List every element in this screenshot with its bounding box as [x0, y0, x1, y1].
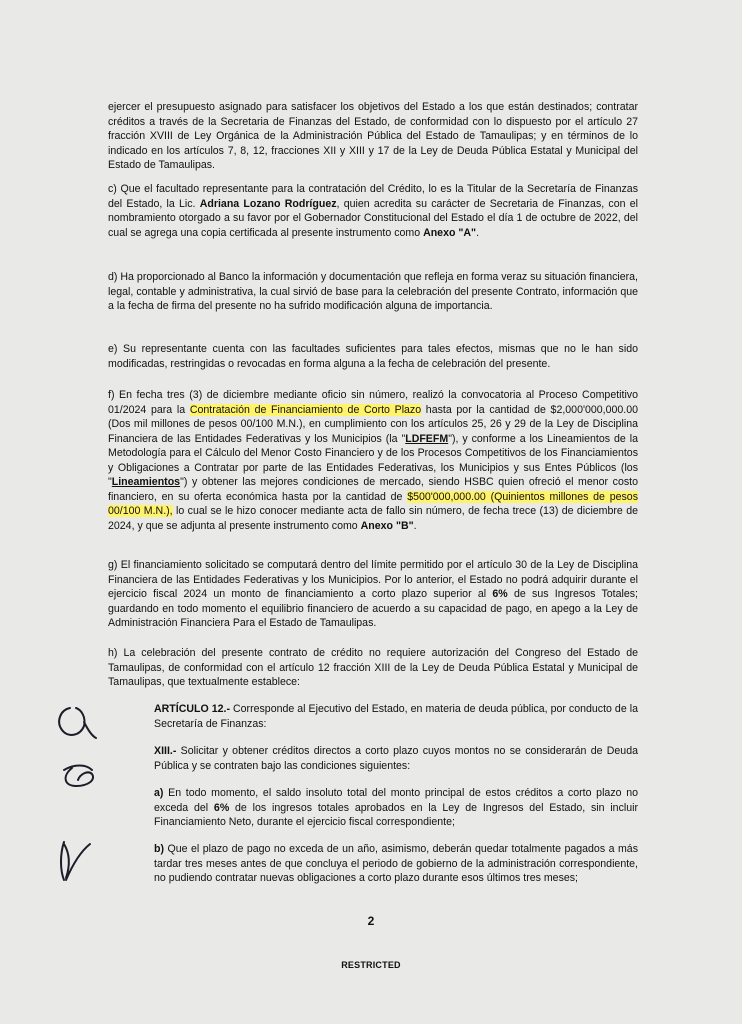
- annex-b-reference: Anexo "B": [360, 519, 414, 532]
- highlight-offer-amount: $500'000,000.00 (Quinientos millones de pesos 00/100 M.N.),: [108, 490, 638, 517]
- limit-percentage: 6%: [492, 588, 508, 600]
- article-12-text: Corresponde al Ejecutivo del Estado, en materia de deuda pública, por conducto de la Secretaría de Finanzas:: [154, 703, 638, 730]
- clause-e-text: e) Su representante cuenta con las facultades suficientes para tales efectos, mismas que no le han sido modificadas, restringidas o revocadas en forma alguna a la fecha de celebración del presente.: [108, 343, 638, 370]
- clause-c-text: c) Que el facultado representante para la contratación del Crédito, lo es la Titular de la Secretaría de Finanzas del Estado, la Lic.: [108, 183, 638, 210]
- subsection-b-label: b): [154, 843, 164, 855]
- ldfefm-term: LDFEFM: [405, 432, 449, 445]
- clause-f-text: f) En fecha tres (3) de diciembre mediante oficio sin número, realizó la convocatoria al Proceso Competitivo 01/2024 para la: [108, 389, 638, 416]
- subsection-a-label: a): [154, 787, 164, 799]
- initial-mark-2: [64, 766, 93, 787]
- representative-name: Adriana Lozano Rodríguez: [199, 197, 337, 210]
- clause-f-end: .: [413, 519, 417, 532]
- initial-mark-1: [59, 708, 96, 738]
- clause-f-text-5: lo cual se le hizo conocer mediante acta de fallo sin número, de fecha trece (13) de diciembre de 2024, y que se adjunta al presente instrumento como: [108, 505, 638, 532]
- page-number: 2: [367, 914, 375, 928]
- clause-g-text: g) El financiamiento solicitado se computará dentro del límite permitido por el artículo 30 de la Ley de Disciplina Financiera de las Entidades Federativas y los Municipios. Por lo anterior, el Estado no podrá adquirir durante el ejercicio fiscal 2024 un monto de financiamiento a corto plazo superior al: [108, 559, 638, 600]
- clause-f-text-4: ") y obtener las mejores condiciones de mercado, siendo HSBC quien ofreció el menor costo financiero, en su oferta económica hasta por la cantidad de: [108, 476, 638, 503]
- subsection-a-text-2: de los ingresos totales aprobados en la Ley de Ingresos del Estado, sin incluir Financiamiento Neto, durante el ejercicio fiscal correspondiente;: [154, 801, 638, 828]
- clause-f-text-2: hasta por la cantidad de $2,000'000,000.00 (Dos mil millones de pesos 00/100 M.N.), en cumplimiento con los artículos 25, 26 y 29 de la Ley de Disciplina Financiera de las Entidades Federativas y los Municipios (la ": [108, 403, 638, 445]
- clause-h-text: h) La celebración del presente contrato de crédito no requiere autorización del Congreso del Estado de Tamaulipas, de conformidad con el artículo 12 fracción XIII de la Ley de Deuda Pública Estatal y Municipal de Tamaulipas, que textualmente establece:: [108, 647, 638, 688]
- clause-c-text-2: , quien acredita su carácter de Secretaria de Finanzas, con el nombramiento otorgado a su favor por el Gobernador Constitucional del Estado el día 1 de octubre de 2022, del cual se agrega una copia certificada al presente instrumento como: [108, 197, 638, 239]
- clause-g-text-2: de sus Ingresos Totales; guardando en todo momento el equilibrio financiero de acuerdo a su capacidad de pago, en apego a la Ley de Administración Financiera Para el Estado de Tamaulipas.: [108, 588, 638, 629]
- annex-a-reference: Anexo "A": [423, 226, 477, 239]
- subsection-b-text: Que el plazo de pago no exceda de un año, asimismo, deberán quedar totalmente pagados a más tardar tres meses antes de que concluya el periodo de gobierno de la administración correspondiente, no pudiendo contratar nuevas obligaciones a corto plazo durante esos últimos tres meses;: [154, 843, 638, 884]
- intro-text: ejercer el presupuesto asignado para satisfacer los objetivos del Estado a los que están destinados; contratar créditos a través de la Secretaria de Finanzas del Estado, de conformidad con lo dispuesto por el artículo 27 fracción XVIII de Ley Orgánica de la Administración Pública del Estado de Tamaulipas; y en términos de lo indicado en los artículos 7, 8, 12, fracciones XII y XIII y 17 de la Ley de Deuda Pública Estatal y Municipal del Estado de Tamaulipas.: [108, 101, 638, 171]
- subsection-a-percentage: 6%: [213, 801, 230, 814]
- clause-c-end: .: [476, 226, 480, 239]
- fraction-xiii-label: XIII.-: [154, 745, 177, 757]
- article-12-label: ARTÍCULO 12.-: [154, 703, 230, 715]
- clause-f-text-3: "), y conforme a los Lineamientos de la Metodología para el Cálculo del Menor Costo Financiero y de los Procesos Competitivos de los Financiamientos y Obligaciones a Contratar por parte de las Entidades Federativas, los Municipios y sus Entes Públicos (los ": [108, 432, 638, 488]
- fraction-xiii-text: Solicitar y obtener créditos directos a corto plazo cuyos montos no se considerarán de Deuda Pública y se contraten bajo las condiciones siguientes:: [154, 745, 638, 772]
- subsection-a-text: En todo momento, el saldo insoluto total del monto principal de estos créditos a corto plazo no exceda del: [154, 787, 638, 814]
- clause-d-text: d) Ha proporcionado al Banco la información y documentación que refleja en forma veraz su situación financiera, legal, contable y administrativa, la cual sirvió de base para la celebración del presente Contrato, información que a la fecha de firma del presente no ha sufrido modificación alguna de importancia.: [108, 271, 638, 312]
- lineamientos-term: Lineamientos: [111, 476, 181, 488]
- highlight-financing-title: Contratación de Financiamiento de Corto Plazo: [189, 403, 422, 416]
- initial-mark-3: [61, 842, 90, 880]
- classification-label: RESTRICTED: [341, 960, 401, 970]
